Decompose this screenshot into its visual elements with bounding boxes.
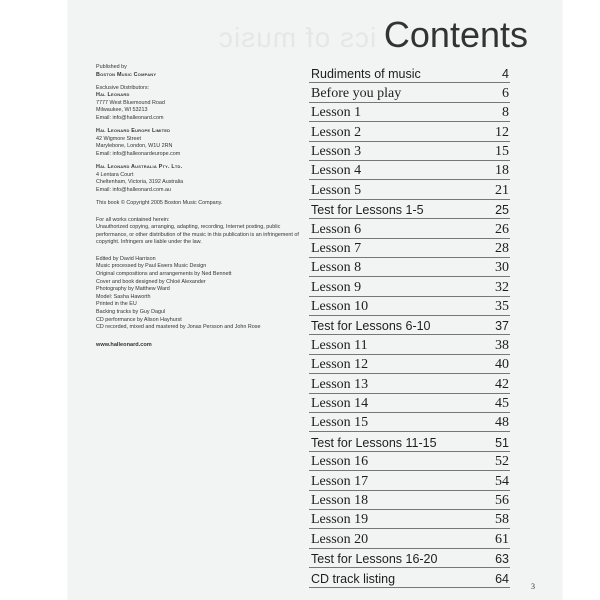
distributor-block: Exclusive Distributors: Hal Leonard 7777 West Bluemound Road Milwaukee, WI 53213 Email: info@halleonard.com — [96, 84, 165, 122]
imprint-column — [96, 64, 306, 355]
toc-entry[interactable]: Lesson 19 58 — [309, 510, 510, 529]
toc-entry[interactable]: Lesson 15 48 — [309, 413, 510, 432]
toc-entry[interactable]: Lesson 13 42 — [309, 374, 510, 393]
copyright-line: This book © Copyright 2005 Boston Music Company. — [96, 199, 223, 206]
toc-entry[interactable]: Before you play 6 — [309, 83, 510, 102]
toc-entry[interactable]: Lesson 5 21 — [309, 180, 510, 199]
page-number: 3 — [531, 582, 535, 591]
toc-page: 18 — [495, 163, 509, 179]
toc-entry[interactable]: Lesson 9 32 — [309, 277, 510, 296]
toc-page: 12 — [495, 124, 509, 140]
toc-page: 38 — [495, 337, 509, 353]
show-through-text: ics of music — [218, 22, 377, 53]
toc-entry[interactable]: CD track listing 64 — [309, 568, 510, 587]
europe-block: Hal Leonard Europe Limited 42 Wigmore Street Marylebone, London, W1U 2RN Email: info@halleonardeurope.com — [96, 128, 181, 157]
toc-entry[interactable]: Lesson 16 52 — [309, 452, 510, 471]
publisher-name: Boston Music Company — [96, 71, 157, 78]
toc-entry[interactable]: Lesson 10 35 — [309, 297, 510, 316]
toc-page: 6 — [502, 85, 509, 101]
toc-page: 56 — [495, 492, 509, 508]
toc-entry[interactable]: Test for Lessons 1-5 25 — [309, 200, 510, 219]
toc-page: 63 — [495, 552, 509, 567]
page-title: Contents — [383, 14, 528, 55]
toc-entry[interactable]: Lesson 4 18 — [309, 161, 510, 180]
toc-entry[interactable]: Lesson 11 38 — [309, 335, 510, 354]
australia-block: Hal Leonard Australia Pty. Ltd. 4 Lentara Court Cheltenham, Victoria, 3192 Australia Email: info@halleonard.com.au — [96, 164, 184, 193]
toc-page: 21 — [495, 182, 509, 198]
toc-entry[interactable]: Rudiments of music 4 — [309, 64, 510, 83]
toc-page: 58 — [495, 512, 509, 528]
toc-entry[interactable]: Lesson 18 56 — [309, 491, 510, 510]
toc-page: 40 — [495, 357, 509, 373]
toc-entry[interactable]: Lesson 6 26 — [309, 219, 510, 238]
toc-page: 61 — [495, 531, 509, 547]
contents-list — [309, 64, 510, 588]
toc-page: 32 — [495, 279, 509, 295]
toc-page: 4 — [502, 67, 509, 82]
toc-page: 25 — [495, 203, 509, 218]
copyright-notice: For all works contained herein: Unauthorized copying, arranging, adapting, recording, Internet posting, public performance, or other distribution of the music in this publication is an infringement of copyright. Infringers are liable under the law. — [96, 216, 299, 246]
toc-entry[interactable]: Lesson 2 12 — [309, 122, 510, 141]
toc-entry[interactable]: Test for Lessons 16-20 63 — [309, 549, 510, 568]
toc-page: 37 — [495, 319, 509, 334]
toc-page: 26 — [495, 221, 509, 237]
website-url: www.halleonard.com — [96, 341, 152, 348]
toc-page: 48 — [495, 415, 509, 431]
toc-entry[interactable]: Lesson 8 30 — [309, 258, 510, 277]
toc-entry[interactable]: Lesson 17 54 — [309, 471, 510, 490]
toc-entry[interactable]: Lesson 7 28 — [309, 239, 510, 258]
toc-entry[interactable]: Lesson 12 40 — [309, 355, 510, 374]
toc-entry[interactable]: Lesson 14 45 — [309, 394, 510, 413]
toc-page: 52 — [495, 454, 509, 470]
toc-page: 30 — [495, 260, 509, 276]
toc-entry[interactable]: Lesson 1 8 — [309, 103, 510, 122]
toc-page: 15 — [495, 143, 509, 159]
publisher-block: Published by Boston Music Company — [96, 64, 157, 78]
toc-page: 54 — [495, 473, 509, 489]
toc-entry[interactable]: Test for Lessons 11-15 51 — [309, 432, 510, 451]
toc-page: 35 — [495, 299, 509, 315]
toc-entry[interactable]: Lesson 20 61 — [309, 529, 510, 548]
toc-page: 42 — [495, 376, 509, 392]
toc-page: 45 — [495, 396, 509, 412]
toc-page: 28 — [495, 240, 509, 256]
toc-entry[interactable]: Lesson 3 15 — [309, 142, 510, 161]
toc-page: 51 — [495, 435, 509, 450]
toc-page: 8 — [502, 105, 509, 121]
credits-block: Edited by David Harrison Music processed by Paul Ewers Music Design Original compositions and arrangements by Ned Bennett Cover and book designed by Chloë Alexander Photography by Matthew Ward Model: Sasha Haworth Printed in the EU Backing tracks by Guy Dagul CD performance by Alison Hayhurst CD recorded, mixed and mastered by Jonas Persson and John Rose — [96, 255, 261, 331]
toc-page: 64 — [495, 571, 509, 586]
toc-entry[interactable]: Test for Lessons 6-10 37 — [309, 316, 510, 335]
